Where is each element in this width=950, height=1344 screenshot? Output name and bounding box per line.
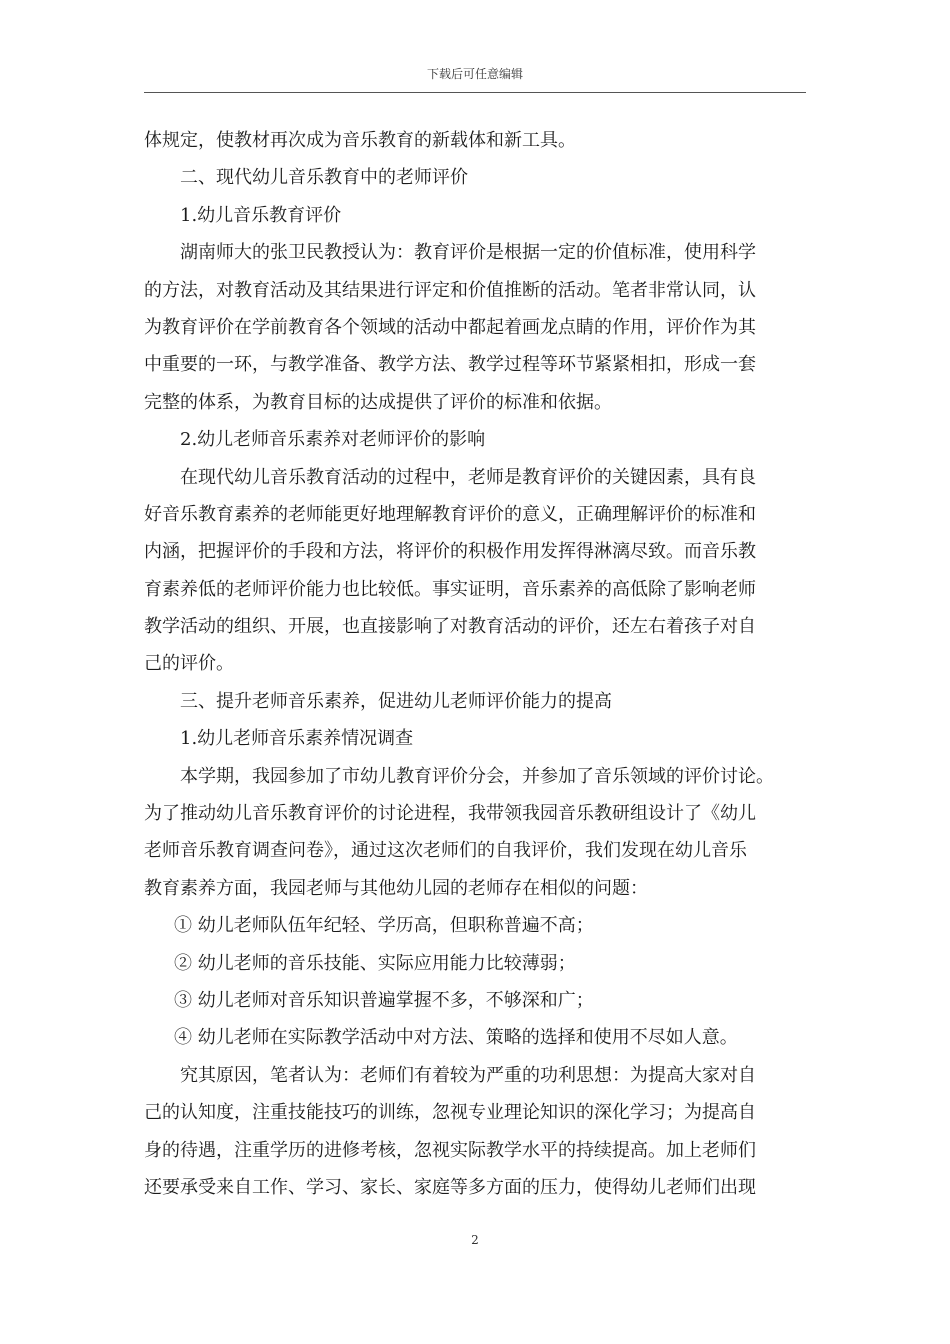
text-line: 还要承受来自工作、学习、家长、家庭等多方面的压力，使得幼儿老师们出现 [144,1176,756,1198]
text-line: 己的认知度，注重技能技巧的训练，忽视专业理论知识的深化学习；为提高自 [144,1102,756,1124]
text-line: 好音乐教育素养的老师能更好地理解教育评价的意义，正确理解评价的标准和 [144,503,756,525]
list-item: ② 幼儿老师的音乐技能、实际应用能力比较薄弱； [174,952,576,974]
text-line: 1.幼儿音乐教育评价 [180,204,342,226]
text-line: 体规定，使教材再次成为音乐教育的新载体和新工具。 [144,130,576,151]
text-line: 为教育评价在学前教育各个领域的活动中都起着画龙点睛的作用，评价作为其 [144,316,756,338]
page-header: 下载后可任意编辑 [426,67,523,81]
text-line: 为了推动幼儿音乐教育评价的讨论进程，我带领我园音乐教研组设计了《幼儿 [144,803,756,825]
list-item: ④ 幼儿老师在实际教学活动中对方法、策略的选择和使用不尽如人意。 [174,1027,738,1049]
text-line: 三、提升老师音乐素养，促进幼儿老师评价能力的提高 [180,690,612,712]
text-line: 教育素养方面，我园老师与其他幼儿园的老师存在相似的问题： [144,877,648,899]
text-line: 中重要的一环，与教学准备、教学方法、教学过程等环节紧紧相扣，形成一套 [144,354,756,376]
text-line: 1.幼儿老师音乐素养情况调查 [180,728,414,750]
header-divider [144,92,806,93]
text-line: 在现代幼儿音乐教育活动的过程中，老师是教育评价的关键因素，具有良 [180,466,756,488]
text-line: 湖南师大的张卫民教授认为：教育评价是根据一定的价值标准，使用科学 [180,242,756,264]
text-line: 二、现代幼儿音乐教育中的老师评价 [180,167,468,189]
list-item: ③ 幼儿老师对音乐知识普遍掌握不多，不够深和广； [174,989,594,1011]
text-line: 究其原因，笔者认为：老师们有着较为严重的功利思想：为提高大家对自 [180,1064,756,1086]
text-line: 身的待遇，注重学历的进修考核，忽视实际教学水平的持续提高。加上老师们 [144,1139,756,1161]
text-line: 教学活动的组织、开展，也直接影响了对教育活动的评价，还左右着孩子对自 [144,616,756,638]
text-line: 2.幼儿老师音乐素养对老师评价的影响 [180,429,486,451]
text-line: 本学期，我园参加了市幼儿教育评价分会，并参加了音乐领域的评价讨论。 [180,765,774,787]
text-line: 完整的体系，为教育目标的达成提供了评价的标准和依据。 [144,391,612,413]
document-body [144,122,806,1206]
text-line: 己的评价。 [144,653,234,675]
text-line: 老师音乐教育调查问卷》，通过这次老师们的自我评价，我们发现在幼儿音乐 [144,840,747,862]
text-line: 育素养低的老师评价能力也比较低。事实证明，音乐素养的高低除了影响老师 [144,578,756,600]
text-line: 的方法，对教育活动及其结果进行评定和价值推断的活动。笔者非常认同，认 [144,279,756,301]
list-item: ① 幼儿老师队伍年纪轻、学历高，但职称普遍不高； [174,915,594,937]
page-number: 2 [471,1233,479,1247]
text-line: 内涵，把握评价的手段和方法，将评价的积极作用发挥得淋漓尽致。而音乐教 [144,541,756,563]
